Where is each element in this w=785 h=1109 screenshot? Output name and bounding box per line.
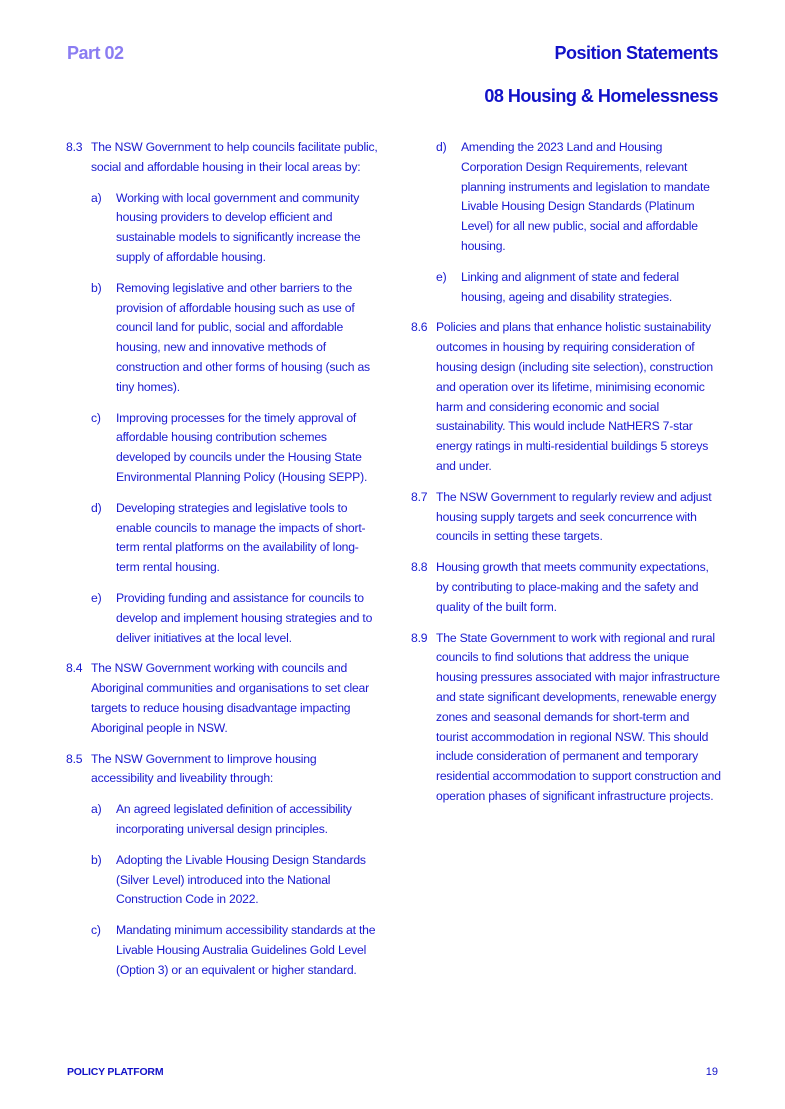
item-text: Housing growth that meets community expectations, by contributing to place-making and the safety and quality of the built form. xyxy=(436,560,709,614)
policy-item-8-5 xyxy=(66,750,378,790)
item-number: 8.3 xyxy=(66,140,83,154)
left-column xyxy=(66,138,378,991)
sub-text: Developing strategies and legislative tools to enable councils to manage the impacts of short-term rental platforms on the availability of long-term rental housing. xyxy=(116,500,366,575)
sub-letter: c) xyxy=(91,923,101,938)
sub-item xyxy=(91,279,378,398)
sub-letter: d) xyxy=(436,140,447,154)
item-number: 8.9 xyxy=(411,630,428,645)
sub-letter: e) xyxy=(91,590,102,605)
sub-item xyxy=(436,268,723,308)
policy-item-8-8 xyxy=(411,558,723,617)
right-column xyxy=(411,138,723,818)
section-title: Position Statements xyxy=(554,43,718,63)
item-number: 8.5 xyxy=(66,751,83,766)
sub-item xyxy=(91,589,378,648)
item-number: 8.4 xyxy=(66,661,83,676)
item-text: The NSW Government to help councils facilitate public, social and affordable housing in their local areas by: xyxy=(91,140,378,174)
item-text: The NSW Government working with councils and Aboriginal communities and organisations to set clear targets to reduce housing disadvantage impacting Aboriginal people in NSW. xyxy=(91,661,369,735)
sub-letter: b) xyxy=(91,280,102,295)
policy-item-8-4 xyxy=(66,659,378,738)
policy-item-8-7 xyxy=(411,488,723,547)
sub-text: Amending the 2023 Land and Housing Corporation Design Requirements, relevant planning instruments and legislation to mandate Livable Housing Design Standards (Platinum Level) for all new public, social and affordable housing. xyxy=(461,140,710,253)
sub-text: Linking and alignment of state and federal housing, ageing and disability strategies. xyxy=(461,269,679,304)
sub-letter: a) xyxy=(91,190,102,205)
item-text: The State Government to work with regional and rural councils to find solutions that address the unique housing pressures associated with major infrastructure and state significant developments, renewable energy zones and seasonal demands for short-term and tourist accommodation in regional NSW. This should include consideration of permanent and temporary residential accommodation to support construction and operation phases of significant infrastructure projects. xyxy=(436,630,721,803)
sub-text: Removing legislative and other barriers to the provision of affordable housing such as use of council land for public, social and affordable housing, new and innovative methods of construction and other forms of housing (such as tiny homes). xyxy=(116,280,370,394)
item-text: The NSW Government to Iimprove housing accessibility and liveability through: xyxy=(91,751,317,786)
sub-letter: b) xyxy=(91,852,102,867)
sub-letter: e) xyxy=(436,269,447,284)
sub-item xyxy=(91,921,378,980)
sub-item xyxy=(91,499,378,578)
section-subtitle: 08 Housing & Homelessness xyxy=(484,86,718,106)
policy-item-8-9 xyxy=(411,629,723,807)
item-text: The NSW Government to regularly review and adjust housing supply targets and seek concurrence with councils in setting these targets. xyxy=(436,489,712,544)
sub-item xyxy=(91,189,378,268)
sub-item xyxy=(436,138,723,257)
policy-item-8-3 xyxy=(66,138,378,178)
item-number: 8.7 xyxy=(411,489,428,504)
sub-text: Improving processes for the timely approval of affordable housing contribution schemes developed by councils under the Housing State Environmental Planning Policy (Housing SEPP). xyxy=(116,410,368,484)
item-number: 8.8 xyxy=(411,560,428,575)
sub-text: Mandating minimum accessibility standards at the Livable Housing Australia Guidelines Gold Level (Option 3) or an equivalent or higher standard. xyxy=(116,923,376,977)
part-label: Part 02 xyxy=(67,43,124,63)
sub-item xyxy=(91,409,378,488)
sub-item xyxy=(91,851,378,910)
sub-text: Working with local government and community housing providers to develop efficient and sustainable models to significantly increase the supply of affordable housing. xyxy=(116,190,361,264)
sub-letter: a) xyxy=(91,802,102,817)
sub-text: Adopting the Livable Housing Design Standards (Silver Level) introduced into the National Construction Code in 2022. xyxy=(116,852,366,907)
sub-text: An agreed legislated definition of accessibility incorporating universal design principles. xyxy=(116,802,352,836)
sub-letter: d) xyxy=(91,500,102,515)
sub-item xyxy=(91,800,378,840)
sub-letter: c) xyxy=(91,410,101,425)
footer-label: POLICY PLATFORM xyxy=(67,1066,164,1078)
policy-item-8-6 xyxy=(411,318,723,476)
item-number: 8.6 xyxy=(411,320,428,335)
sub-text: Providing funding and assistance for councils to develop and implement housing strategies and to deliver initiatives at the local level. xyxy=(116,590,373,645)
page-number: 19 xyxy=(705,1066,718,1078)
item-text: Policies and plans that enhance holistic sustainability outcomes in housing by requiring consideration of housing design (including site selection), construction and operation over its lifetime, minimising economic harm and considering economic and social sustainability. This would include NatHERS 7-star energy ratings in multi-residential buildings 5 storeys and under. xyxy=(436,320,713,473)
